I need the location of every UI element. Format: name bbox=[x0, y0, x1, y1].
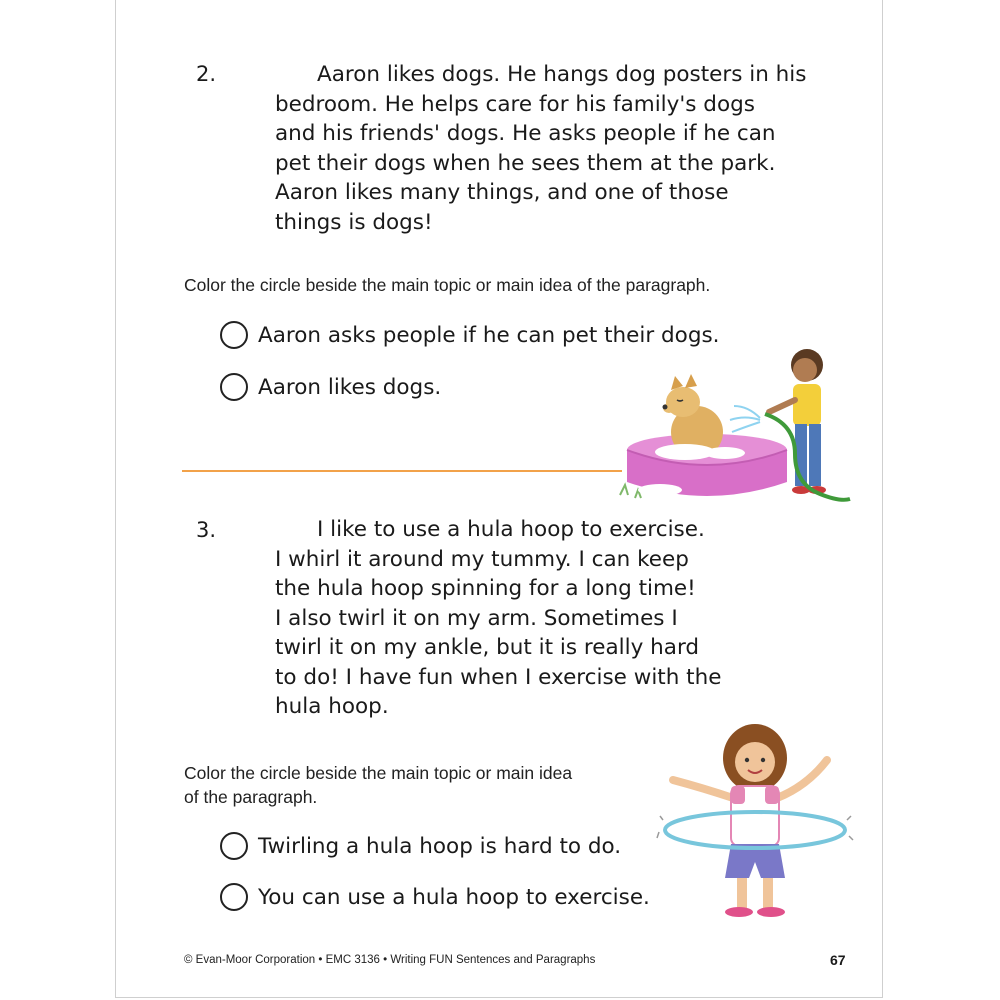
answer-circle[interactable] bbox=[220, 321, 248, 349]
q3-line-6: to do! I have fun when I exercise with the bbox=[275, 664, 722, 690]
q2-line-4: pet their dogs when he sees them at the park. bbox=[275, 150, 776, 176]
question-2-instruction: Color the circle beside the main topic or main idea of the paragraph. bbox=[184, 275, 711, 295]
question-2-number: 2. bbox=[196, 62, 217, 86]
q3-line-2: I whirl it around my tummy. I can keep bbox=[275, 546, 689, 572]
q3-option-2[interactable] bbox=[220, 880, 650, 914]
question-3-number: 3. bbox=[196, 518, 217, 542]
q3-line-1: I like to use a hula hoop to exercise. bbox=[317, 517, 705, 542]
answer-circle[interactable] bbox=[220, 373, 248, 401]
footer-credit: © Evan-Moor Corporation • EMC 3136 • Writing FUN Sentences and Paragraphs bbox=[184, 954, 596, 966]
q2-option-1-label: Aaron asks people if he can pet their dogs. bbox=[258, 322, 720, 348]
q2-line-5: Aaron likes many things, and one of those bbox=[275, 180, 729, 205]
boy-washing-dog-illustration bbox=[615, 340, 855, 505]
question-2-paragraph bbox=[275, 60, 806, 237]
q3-instruction-line-1: Color the circle beside the main topic or main idea bbox=[184, 763, 573, 783]
answer-circle[interactable] bbox=[220, 832, 248, 860]
q2-option-2[interactable] bbox=[220, 370, 441, 404]
q2-option-2-label: Aaron likes dogs. bbox=[258, 374, 442, 400]
q3-line-4: I also twirl it on my arm. Sometimes I bbox=[275, 605, 678, 631]
q3-instruction-line-2: of the paragraph. bbox=[184, 787, 318, 807]
page-number: 67 bbox=[830, 952, 846, 968]
question-3-instruction bbox=[184, 761, 572, 809]
q3-option-2-label: You can use a hula hoop to exercise. bbox=[258, 884, 650, 910]
q2-line-1: Aaron likes dogs. He hangs dog posters in his bbox=[317, 62, 807, 87]
q3-option-1-label: Twirling a hula hoop is hard to do. bbox=[258, 833, 622, 859]
q2-line-6: things is dogs! bbox=[275, 209, 433, 235]
section-divider bbox=[182, 470, 622, 472]
girl-hula-hoop-illustration bbox=[655, 720, 855, 925]
answer-circle[interactable] bbox=[220, 883, 248, 911]
q3-line-5: twirl it on my ankle, but it is really hard bbox=[275, 635, 700, 660]
question-3-paragraph bbox=[275, 515, 721, 722]
q3-line-7: hula hoop. bbox=[275, 694, 389, 719]
q3-option-1[interactable] bbox=[220, 829, 621, 863]
q2-line-3: and his friends' dogs. He asks people if he can bbox=[275, 121, 776, 146]
q2-line-2: bedroom. He helps care for his family's dogs bbox=[275, 91, 755, 117]
q3-line-3: the hula hoop spinning for a long time! bbox=[275, 576, 696, 601]
